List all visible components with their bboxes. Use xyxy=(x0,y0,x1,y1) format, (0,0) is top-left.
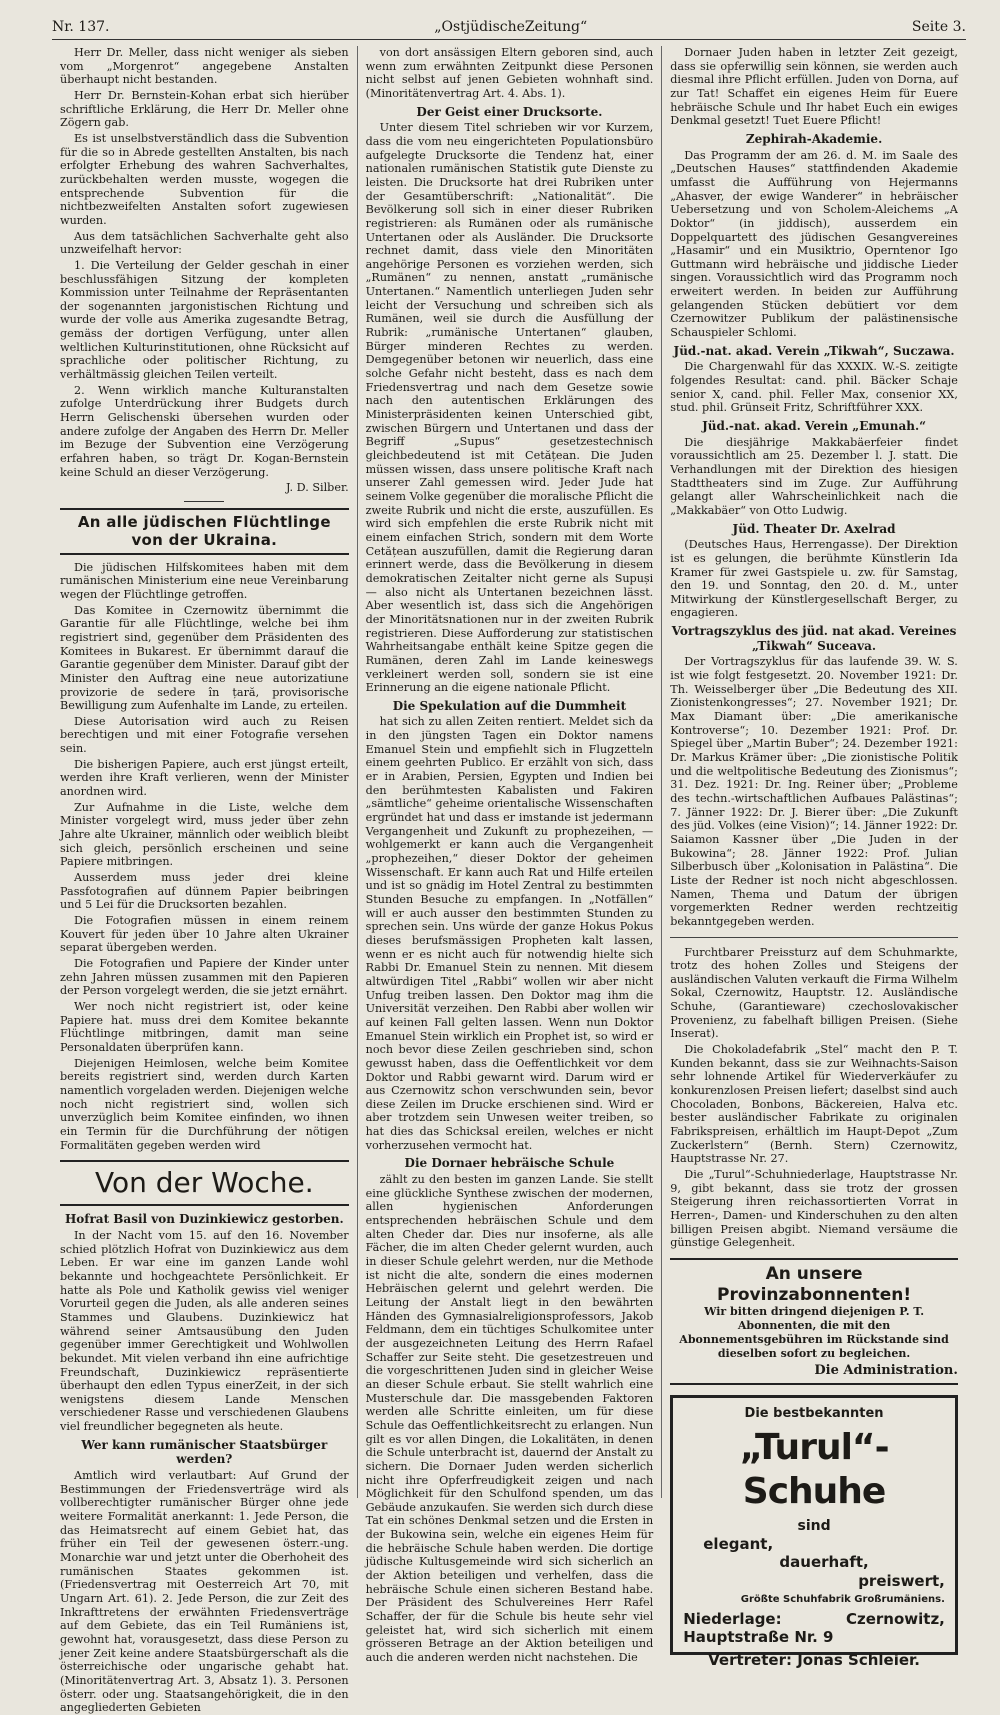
paragraph: Das Programm der am 26. d. M. im Saale des „Deutschen Hauses“ stattfindenden Akademie umfasst die Aufführung von Hejermanns „Ahasver, der ewige Wanderer“ in hebräischer Uebersetzung und von Scholem-Aleichems „A Doktor“ (in jiddisch), ausserdem ein Doppelquartett des jüdischen Gesangvereines „Hasamir“ und ein Musiktrio, Operntenor Igo Guttmann wird hebräische und jiddische Lieder singen. Voraussichtlich wird das Programm noch erweitert werden. In beiden zur Aufführung gelangenden Stücken debütiert vor dem Czernowitzer Publikum der palästinensische Schauspieler Schlomi. xyxy=(670,148,958,340)
paragraph: Herr Dr. Meller, dass nicht weniger als sieben vom „Morgenrot“ angegebene Anstalten überhaupt nicht bestanden. xyxy=(60,46,349,87)
columns xyxy=(52,46,966,1715)
ad-line: elegant, xyxy=(703,1535,774,1554)
turul-advertisement xyxy=(670,1395,958,1669)
article-title: Die Spekulation auf die Dummheit xyxy=(392,698,627,713)
article-title: Vortragszyklus des jüd. nat akad. Vereines „Tikwah“ Suceava. xyxy=(671,624,957,653)
article-title: Die Dornaer hebräische Schule xyxy=(404,1156,615,1171)
paragraph: Diese Autorisation wird auch zu Reisen berechtigen und mit einer Fotografie versehen sein. xyxy=(60,714,349,756)
article-title: An alle jüdischen Flüchtlinge von der Ukraina. xyxy=(60,508,349,555)
ad-line: dauerhaft, xyxy=(779,1553,869,1572)
paragraph: Aus dem tatsächlichen Sachverhalte geht also unzweifelhaft hervor: xyxy=(60,229,349,257)
notice-body: Wir bitten dringend diejenigen P. T. Abonnenten, die mit den Abonnementsgebühren im Rückstande sind dieselben sofort zu begleichen. xyxy=(679,1305,949,1360)
ad-notice: Die „Turul“-Schuhniederlage, Hauptstrasse Nr. 9, gibt bekannt, dass sie trotz der grossen Steigerung ihren reichassortierten Vorrat in Herren-, Damen- und Kinderschuhen zu den alten billigen Preisen abgibt. Niemand versäume die günstige Gelegenheit. xyxy=(670,1168,958,1250)
article-title: Hofrat Basil von Duzinkiewicz gestorben. xyxy=(64,1212,344,1227)
paragraph: Die Fotografien und Papiere der Kinder unter zehn Jahren müssen zusammen mit den Papieren der Person vorgelegt werden, die sie jetzt ernährt. xyxy=(60,956,349,998)
page-number: Seite 3. xyxy=(911,19,966,35)
paragraph: 1. Die Verteilung der Gelder geschah in einer beschlussfähigen Sitzung der kompleten Kommission unter Teilnahme der Repräsentanten der sogenannten jargonistischen Richtung und wurde der volle aus Amerika zugesandte Betrag, gemäss der dortigen Verfügung, unter allen weltlichen Kulturinstitutionen, ohne Rücksicht auf sprachliche oder politischer Richtung, zu verhältmässig gleichen Teilen verteilt. xyxy=(60,258,349,382)
paragraph: Die Chargenwahl für das XXXIX. W.-S. zeitigte folgendes Resultat: cand. phil. Bäcker Schaje senior X, cand. phil. Feller Max, consenior XX, stud. phil. Grünseit Fritz, Schriftführer XXX. xyxy=(670,360,958,415)
subscriber-notice xyxy=(670,1258,958,1385)
paragraph: zählt zu den besten im ganzen Lande. Sie stellt eine glückliche Synthese zwischen der modernen, allen hygienischen Anforderungen entsprechenden hebräischen Schule und dem alten Cheder dar. Dies nur insoferne, als alle Fächer, die im alten Cheder gelernt wurden, auch in dieser Schule gelehrt werden, nur die Methode ist nicht die alte, sondern die eines modernen Hebräischen gelernt und gelehrt werden. Die Leitung der Anstalt liegt in den bewährten Händen des Gymnasialreligionsprofessors, Jakob Feldmann, dem ein tüchtiges Schulkomitee unter der ausgezeichneten Leitung des Herrn Rafael Schaffer zur Seite steht. Die gesetzestreuen und die vorgeschrittenen Juden sind in gleicher Weise an dieser Schule erbaut. Sie stellt wahrlich eine Musterschule dar. Die massgebenden Faktoren werden alle Schritte einleiten, um für diese Schule das Oeffentlichkeitsrecht zu erlangen. Nun gilt es vor allen Dingen, die Lokalitäten, in denen die Schule unterbracht ist, dauernd der Anstalt zu sichern. Die Dornaer Juden werden sicherlich nicht ihre Opferfreudigkeit zeigen und nach Möglichkeit für den Schulfond spenden, um das Gebäude anzukaufen. Sie werden sich durch diese Tat ein schönes Denkmal setzen und die Ersten in der Bukowina sein, welche ein eigenes Heim für die hebräische Schule haben werden. Die dortige jüdische Kultusgemeinde wird sich sicherlich an der Aktion beteiligen und verhelfen, dass die hebräische Schule einen sicheren Bestand habe. Der Präsident des Schulvereines Herr Rafel Schaffer, der für die Schule bis heute sehr viel geleistet hat, wird sich sicherlich mit einem grösseren Betrage an der Aktion beteiligen und auch die anderen werden nicht nachstehen. Die xyxy=(365,1173,654,1665)
paragraph: Ausserdem muss jeder drei kleine Passfotografien auf dünnem Papier beibringen und 5 Lei für die Drucksorten bezahlen. xyxy=(60,871,349,912)
notice-title: An unsere Provinzabonnenten! xyxy=(717,1263,912,1305)
ad-line: sind xyxy=(797,1517,831,1534)
ad-address: Niederlage: Czernowitz, Hauptstraße Nr. 9 xyxy=(683,1610,945,1647)
paragraph: Die bisherigen Papiere, auch erst jüngst erteilt, werden ihre Kraft verlieren, wenn der Minister anordnen wird. xyxy=(60,757,349,799)
column-3 xyxy=(661,46,966,1669)
article-title: Der Geist einer Drucksorte. xyxy=(416,104,603,119)
article-title: Zephirah-Akademie. xyxy=(745,131,883,146)
paragraph: Herr Dr. Bernstein-Kohan erbat sich hierüber schriftliche Erklärung, die Herr Dr. Meller ohne Zögern gab. xyxy=(60,88,349,130)
paragraph: Die Fotografien müssen in einem reinem Kouvert für jeden über 10 Jahre alten Ukrainer separat übergeben werden. xyxy=(60,914,349,955)
ad-brand: „Turul“-Schuhe xyxy=(739,1427,889,1513)
section-heading-woche: Von der Woche. xyxy=(60,1160,349,1206)
paragraph: Unter diesem Titel schrieben wir vor Kurzem, dass die vom neu eingerichteten Populationsbüro aufgelegte Drucksorte die Tendenz hat, einer nationalen rumänischen Statistik gute Dienste zu leisten. Die Drucksorte hat drei Rubriken unter der Gesamtüberschrift: „Nationalität“. Die Bevölkerung soll sich in einer dieser Rubriken registrieren: als Rumänen oder als rumänische Untertanen oder als Ausländer. Die Drucksorte rechnet damit, dass viele den Minoritäten angehörige Personen es vorziehen werden, sich „Rumänen“ zu nennen, anstatt „rumänische Untertanen.“ Namentlich unterliegen Juden sehr leicht der Versuchung und schreiben sich als Rumänen, weil sie durch die Ausfüllung der Rubrik: „rumänische Untertanen“ glauben, Bürger minderen Rechtes zu werden. Demgegenüber betonen wir neuerlich, dass eine solche Gefahr nicht besteht, dass es nach dem Friedensvertrag und nach dem Gesetze sowie nach den autentischen Erklärungen des Ministerpräsidenten keinen Unterschied gibt, zwischen Bürgern und Untertanen und dass der Begriff „Supus“ gesetzestechnisch gleichbedeutend ist mit Cetățean. Die Juden müssen wissen, dass unsere politische Kraft nach unserer Zahl gemessen wird. Jeder Jude hat seinem Volke gegenüber die moralische Pflicht die zweite Rubrik und nicht die erste, auszufüllen. Es wird sich empfehlen die erste Rubrik nicht mit einem einfachen Strich, sondern mit dem Worte Cetățean auszufüllen, damit die Regierung daran erinnert werde, dass die Bevölkerung in diesem demokratischen Zeitalter nicht gerne als Supuși — also nicht als Untertanen bezeichnen lässt. Aber wesentlich ist, dass sich die Angehörigen der Minoritätsnationen nur in der zweiten Rubrik registrieren. Diese Aufforderung zur statistischen Wahrheitsangabe enthält keine Spitze gegen die Rumänen, deren Zahl im Lande keineswegs verkleinert werden soll, sondern sie ist eine Erinnerung an die eigene nationale Pflicht. xyxy=(365,121,654,695)
paragraph: (Deutsches Haus, Herrengasse). Der Direktion ist es gelungen, die berühmte Künstlerin Ida Kramer für zwei Gastspiele u. zw. für Samstag, den 19. und Sonntag, den 20. d. M., unter Mitwirkung der Künstlergesellschaft Berger, zu engagieren. xyxy=(670,538,958,620)
paragraph: 2. Wenn wirklich manche Kulturanstalten zufolge Unterdrückung ihrer Budgets durch Herrn Gelischenski übersehen wurden oder andere zufolge der Angaben des Herrn Dr. Meller im Bezuge der Subvention eine Verzögerung erfahren haben, so trägt Dr. Kogan-Bernstein keine Schuld an dieser Verzögerung. xyxy=(60,383,349,479)
divider xyxy=(184,501,224,502)
article-title: Jüd.-nat. akad. Verein „Tikwah“, Suczawa. xyxy=(673,343,955,358)
article-title: Jüd. Theater Dr. Axelrad xyxy=(732,521,896,536)
ad-notice: Furchtbarer Preissturz auf dem Schuhmarkte, trotz des hohen Zolles und Steigens der ausländischen Valuten verkauft die Firma Wilhelm Sokal, Czernowitz, Hauptstr. 12. Ausländische Schuhe, (Garantieware) czechoslovakischer Provenienz, zu fabelhaft billigen Preisen. (Siehe Inserat). xyxy=(670,945,958,1041)
article-title: Wer kann rumänischer Staatsbürger werden? xyxy=(81,1437,328,1467)
ad-line: Größte Schuhfabrik Großrumäniens. xyxy=(740,1593,945,1605)
paragraph: Die diesjährige Makkabäerfeier findet voraussichtlich am 25. Dezember l. J. statt. Die Verhandlungen mit der Direktion des hiesigen Stadttheaters sind im Zuge. Zur Aufführung gelangt aller Wahrscheinlichkeit nach die „Makkabäer“ von Otto Ludwig. xyxy=(670,435,958,517)
ad-line: preiswert, xyxy=(858,1571,945,1590)
paragraph: Die jüdischen Hilfskomitees haben mit dem rumänischen Ministerium eine neue Vereinbarung wegen der Flüchtlinge getroffen. xyxy=(60,560,349,601)
column-2 xyxy=(357,46,662,1665)
signature: J. D. Silber. xyxy=(285,481,349,495)
paragraph: Dornaer Juden haben in letzter Zeit gezeigt, dass sie opferwillig sein können, sie werden auch diesmal ihre Pflicht erfüllen. Juden von Dorna, auf zur Tat! Schaffet ein eigenes Heim für Euere hebräische Schule und Ihr habet Euch ein ewiges Denkmal gesetzt! Tuet Euere Pflicht! xyxy=(670,46,958,128)
article-title: Jüd.-nat. akad. Verein „Emunah.“ xyxy=(702,419,927,433)
ad-contact: Vertreter: Jonas Schleier. xyxy=(708,1650,920,1669)
page-header xyxy=(52,14,966,40)
notice-signature: Die Administration. xyxy=(814,1363,958,1379)
paragraph: In der Nacht vom 15. auf den 16. November schied plötzlich Hofrat von Duzinkiewicz aus dem Leben. Er war eine im ganzen Lande wohl bekannte und hochgeachtete Persönlichkeit. Er hatte als Pole und Katholik gewiss viel weniger Vorurteil gegen die Juden, als alle anderen seines Stammes und Glaubens. Duzinkiewicz hat während seiner Amtsausübung den Juden gegenüber immer Gerechtigkeit und Wohlwollen bekundet. Mit vielen verband ihn eine aufrichtige Freundschaft, Duzinkiewicz repräsentierte überhaupt den edlen Typus einerZeit, in der sich wenigstens diesem Lande Menschen verschiedener Rasse und verschiedenen Glaubens viel freundlicher begegneten als heute. xyxy=(60,1228,349,1434)
paragraph: Zur Aufnahme in die Liste, welche dem Minister vorgelegt wird, muss jeder über zehn Jahre alte Ukrainer, männlich oder weiblich bleibt sich gleich, persönlich erscheinen und seine Papiere mitbringen. xyxy=(60,800,349,869)
paragraph: von dort ansässigen Eltern geboren sind, auch wenn zum erwähnten Zeitpunkt diese Personen nicht selbst auf jenen Gebieten wohnhaft sind. (Minoritätenvertrag Art. 4. Abs. 1). xyxy=(365,46,654,100)
divider xyxy=(670,937,958,938)
paragraph: Amtlich wird verlautbart: Auf Grund der Bestimmungen der Friedensverträge wird als vollberechtigter rumänischer Bürger ohne jede weitere Formalität anerkannt: 1. Jede Person, die das Heimatsrecht auf einem Gebiet hat, das früher ein Teil der gewesenen österr.-ung. Monarchie war und jetzt unter die Oberhoheit des rumänischen Staates gekommen ist. (Friedensvertrag mit Oesterreich Art 70, mit Ungarn Art. 61). 2. Jede Person, die zur Zeit des Inkrafttretens der erwähnten Friedensverträge auf dem Gebiete, das ein Teil Rumäniens ist, gewohnt hat, vorausgesetzt, dass diese Person zu jener Zeit keine andere Staatsbürgerschaft als die österreichische oder ungarische gehabt hat. (Minoritätenvertrag Art. 3, Absatz 1). 3. Personen österr. oder ung. Staatsangehörigkeit, die in den angegliederten Gebieten xyxy=(60,1469,349,1715)
column-1 xyxy=(52,46,357,1715)
paragraph: hat sich zu allen Zeiten rentiert. Meldet sich da in den jüngsten Tagen ein Doktor namens Emanuel Stein und empfiehlt sich in Flugzetteln einem geehrten Publico. Er erzählt von sich, dass er in Arabien, Persien, Egypten und Indien bei den berühmtesten Kabalisten und Fakiren „sämtliche“ geheime orientalische Wissenschaften ergründet hat und dass er imstande ist jedermann Vergangenheit und Zukunft zu prophezeihen, — wohlgemerkt er kann auch die Vergangenheit „prophezeihen,“ dieser Doktor der geheimen Wissenschaft. Er kann auch Rat und Hilfe erteilen und ist so gnädig im Hotel Zentral zu bestimmten Stunden Besuche zu empfangen. In „Notfällen“ will er auch ausser den bestimmten Stunden zu sprechen sein. Uns würde der ganze Hokus Pokus dieses berufsmässigen Propheten kalt lassen, wenn er es nicht auch für notwendig hielte sich Rabbi Dr. Emanuel Stein zu nennen. Mit diesem altwürdigen Titel „Rabbi“ wollen wir aber nicht Unfug treiben lassen. Den Doktor mag ihm die Universität verzeihen. Den Rabbi aber wollen wir auf keinen Fall gelten lassen. Wenn nun Doktor Emanuel Stein wirklich ein Prophet ist, so wird er noch bevor diese Zeilen geschrieben sind, schon gewusst haben, dass die Oeffentlichkeit vor dem Doktor und Rabbi gewarnt wird. Darum wird er aus Czernowitz schon verschwunden sein, bevor diese Zeilen im Drucke erschienen sind. Wird er aber trotzdem sein Unwesen weiter treiben, so hat dies das Schicksal ereilen, welches er nicht vorherzusehen vermocht hat. xyxy=(365,715,654,1152)
newspaper-title: „OstjüdischeZeitung“ xyxy=(434,19,588,35)
paragraph: Das Komitee in Czernowitz übernimmt die Garantie für alle Flüchtlinge, welche bei ihm registriert sind, gegenüber dem Präsidenten des Komitees in Bukarest. Er übernimmt darauf die Garantie gegenüber dem Minister. Darauf gibt der Minister den Auftrag eine neue autorizatiune provizorie de sedere în țară, provisorische Bewilligung zum Aufenhalte im Lande, zu erteilen. xyxy=(60,603,349,713)
paragraph: Es ist unselbstverständlich dass die Subvention für die so in Abrede gestellten Anstalten, bis nach erfolgter Erhebung des wahren Sachverhaltes, zurückbehalten werden musste, wogegen die entsprechende Subvention für die nichtbezweifelten Anstalten sofort zugewiesen wurden. xyxy=(60,131,349,227)
ad-line: Die bestbekannten xyxy=(744,1406,884,1422)
paragraph: Der Vortragszyklus für das laufende 39. W. S. ist wie folgt festgesetzt. 20. November 1921: Dr. Th. Weisselberger über „Die Bedeutung des XII. Zionistenkongresses“; 27. November 1921; Dr. Max Diamant über: „Die amerikanische Kontroverse“; 10. Dezember 1921: Prof. Dr. Spiegel über „Martin Buber“; 24. Dezember 1921: Dr. Markus Krämer über: „Die zionistische Politik und die weltpolitische Bedeutung des Zionismus“; 31. Dez. 1921: Dr. Ing. Reiner über; „Probleme des techn.-wirtschaftlichen Aufbaues Palästinas“; 7. Jänner 1922: Dr. J. Bierer über: „Die Zukunft des jüd. Volkes (eine Vision)“; 14. Jänner 1922: Dr. Saiamon Kassner über „Die Juden in der Bukowina“; 28. Jänner 1922: Prof. Julian Silberbusch über „Kolonisation in Palästina“. Die Liste der Redner ist noch nicht abgeschlossen. Namen, Thema und Datum der übrigen vorgemerkten Redner werden rechtzeitig bekanntgegeben werden. xyxy=(670,655,958,928)
paragraph: Diejenigen Heimlosen, welche beim Komitee bereits registriert sind, werden durch Karten namentlich vorgeladen werden. Diejenigen welche noch nicht registriert sind, wollen sich unverzüglich beim Komitee einfinden, wo ihnen ein Termin für die Durchführung der nötigen Formalitäten gegeben werden wird xyxy=(60,1056,349,1152)
issue-number: Nr. 137. xyxy=(52,19,110,35)
paragraph: Wer noch nicht registriert ist, oder keine Papiere hat. muss drei dem Komitee bekannte Flüchtlinge mitbringen, damit man seine Personaldaten überprüfen kann. xyxy=(60,999,349,1054)
ad-notice: Die Chokoladefabrik „Stel“ macht den P. T. Kunden bekannt, dass sie zur Weihnachts-Saison sehr lohnende Artikel für Wiederverkäufer zu konkurenzlosen Preisen liefert; daselbst sind auch Chocoladen, Bonbons, Bäckereien, Halva etc. bester ausländischer Fabrikate zu originalen Fabrikspreisen, erhältlich im Haupt-Depot „Zum Zuckerlstern“ (Bernh. Stern) Czernowitz, Hauptstrasse Nr. 27. xyxy=(670,1043,958,1166)
